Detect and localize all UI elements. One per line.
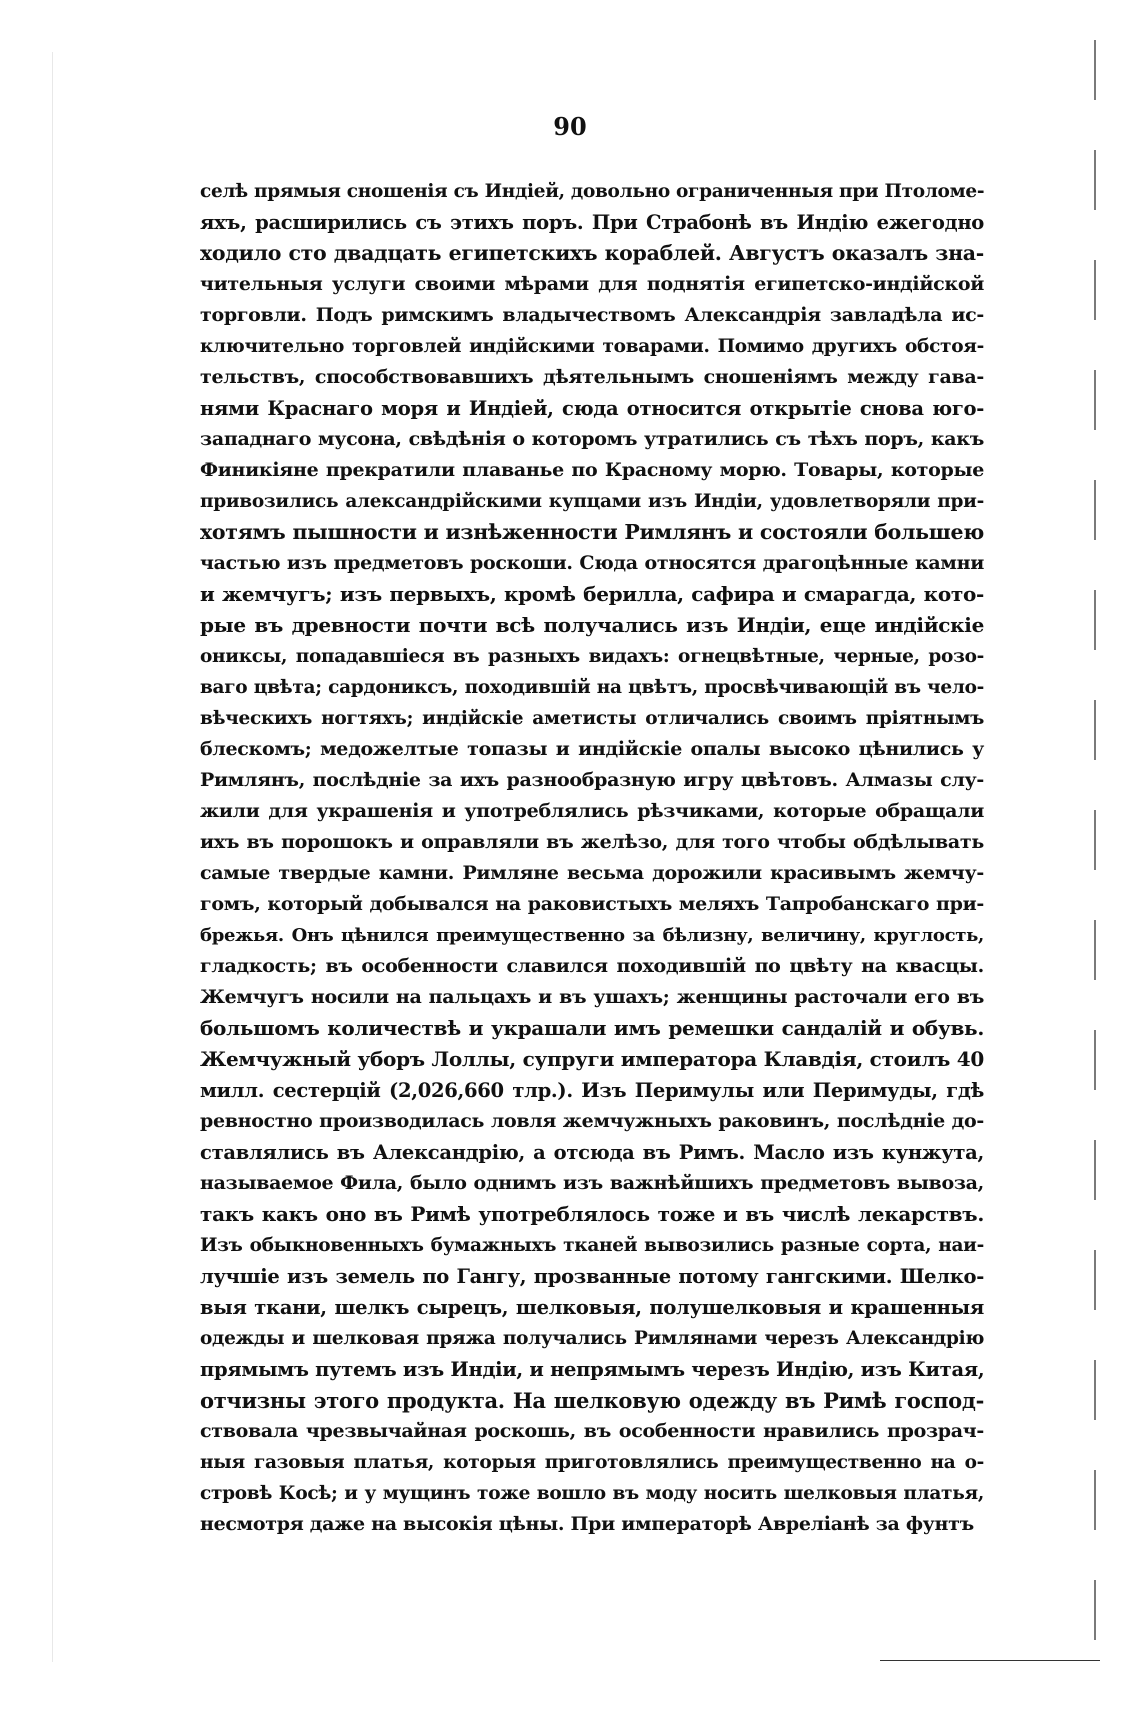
text-line: торговли. Подъ римскимъ владычествомъ Александрія завладѣла ис- xyxy=(200,304,984,326)
text-line: селѣ прямыя сношенія съ Индіей, довольно ограниченныя при Птоломе- xyxy=(200,181,985,202)
text-line: Жемчугъ носили на пальцахъ и въ ушахъ; женщины расточали его въ xyxy=(200,986,984,1008)
body-text xyxy=(200,176,984,1540)
page-number: 90 xyxy=(553,112,587,141)
text-line: Римлянъ, послѣдніе за ихъ разнообразную игру цвѣтовъ. Алмазы слу- xyxy=(200,769,984,791)
text-line: блескомъ; медожелтые топазы и индійскіе опалы высоко цѣнились у xyxy=(200,738,984,760)
text-line: прямымъ путемъ изъ Индіи, и непрямымъ черезъ Индію, изъ Китая, xyxy=(200,1358,985,1381)
text-line: большомъ количествѣ и украшали имъ ремешки сандалій и обувь. xyxy=(200,1016,984,1040)
text-line: милл. сестерцій (2,026,660 тлр.). Изъ Перимулы или Перимуды, гдѣ xyxy=(200,1079,984,1102)
text-line: ставлялись въ Александрію, а отсюда въ Римъ. Масло изъ кунжута, xyxy=(200,1141,984,1164)
text-line: называемое Фила, было однимъ изъ важнѣйшихъ предметовъ вывоза, xyxy=(200,1172,984,1194)
text-line: ствовала чрезвычайная роскошь, въ особенности нравились прозрач- xyxy=(200,1420,984,1442)
text-line: брежья. Онъ цѣнился преимущественно за бѣлизну, величину, круглость, xyxy=(200,925,984,946)
text-line: ключительно торговлей индійскими товарами. Помимо другихъ обстоя- xyxy=(200,336,984,357)
text-line: и жемчугъ; изъ первыхъ, кромѣ берилла, сафира и смарагда, кото- xyxy=(200,582,984,606)
text-line: отчизны этого продукта. На шелковую одежду въ Римѣ господ- xyxy=(200,1388,984,1413)
text-line: ныя газовыя платья, которыя приготовлялись преимущественно на о- xyxy=(200,1452,984,1473)
text-line: Жемчужный уборъ Лоллы, супруги императора Клавдія, стоилъ 40 xyxy=(200,1047,984,1071)
text-line: гомъ, который добывался на раковистыхъ меляхъ Тапробанскаго при- xyxy=(200,893,984,915)
text-line: несмотря даже на высокія цѣны. При императорѣ Авреліанѣ за фунтъ xyxy=(200,1513,974,1535)
text-line: яхъ, расширились съ этихъ поръ. При Страбонѣ въ Индію ежегодно xyxy=(200,211,984,234)
text-line: ониксы, попадавшіеся въ разныхъ видахъ: огнецвѣтные, черные, розо- xyxy=(200,646,984,667)
text-line: одежды и шелковая пряжа получались Римлянами черезъ Александрію xyxy=(200,1328,984,1349)
text-line: ваго цвѣта; сардониксъ, походившій на цвѣтъ, просвѣчивающій въ чело- xyxy=(200,677,984,698)
text-line: такъ какъ оно въ Римѣ употреблялось тоже и въ числѣ лекарствъ. xyxy=(200,1202,984,1226)
text-line: ревностно производилась ловля жемчужныхъ раковинъ, послѣдніе до- xyxy=(200,1110,984,1132)
text-line: частью изъ предметовъ роскоши. Сюда относятся драгоцѣнные камни xyxy=(200,552,984,574)
text-line: Финикіяне прекратили плаванье по Красному морю. Товары, которые xyxy=(200,459,984,481)
text-line: западнаго мусона, свѣдѣнія о которомъ утратились съ тѣхъ поръ, какъ xyxy=(200,428,984,450)
text-line: самые твердые камни. Римляне весьма дорожили красивымъ жемчу- xyxy=(200,862,984,884)
text-line: рые въ древности почти всѣ получались изъ Индіи, еще индійскіе xyxy=(200,613,984,637)
text-line: жили для украшенія и употреблялись рѣзчиками, которые обращали xyxy=(200,800,984,822)
text-line: ихъ въ порошокъ и оправляли въ желѣзо, для того чтобы обдѣлывать xyxy=(200,831,984,853)
text-line: тельствъ, способствовавшихъ дѣятельнымъ сношеніямъ между гава- xyxy=(200,366,984,388)
page-right-edge-scan-artifact xyxy=(1094,40,1096,1680)
text-line: стровѣ Косѣ; и у мущинъ тоже вошло въ моду носить шелковыя платья, xyxy=(200,1483,984,1504)
scan-bottom-line xyxy=(880,1660,1100,1661)
text-line: привозились александрійскими купцами изъ Индіи, удовлетворяли при- xyxy=(200,491,984,512)
text-line: нями Краснаго моря и Индіей, сюда относится открытіе снова юго- xyxy=(200,397,984,420)
text-line: выя ткани, шелкъ сырецъ, шелковыя, полушелковыя и крашенныя xyxy=(200,1296,984,1319)
text-line: Изъ обыкновенныхъ бумажныхъ тканей вывозились разные сорта, наи- xyxy=(200,1235,984,1256)
text-line: лучшіе изъ земель по Гангу, прозванные потому гангскими. Шелко- xyxy=(200,1265,984,1288)
text-line: ходило сто двадцать египетскихъ кораблей. Августъ оказалъ зна- xyxy=(200,241,984,265)
text-line: гладкость; въ особенности славился походившій по цвѣту на квасцы. xyxy=(200,955,984,977)
page-left-edge xyxy=(52,52,53,1662)
text-line: вѣческихъ ногтяхъ; индійскіе аметисты отличались своимъ пріятнымъ xyxy=(200,708,984,729)
text-line: хотямъ пышности и изнѣженности Римлянъ и состояли большею xyxy=(200,520,984,544)
text-line: чительныя услуги своими мѣрами для поднятія египетско-индійской xyxy=(200,273,984,295)
